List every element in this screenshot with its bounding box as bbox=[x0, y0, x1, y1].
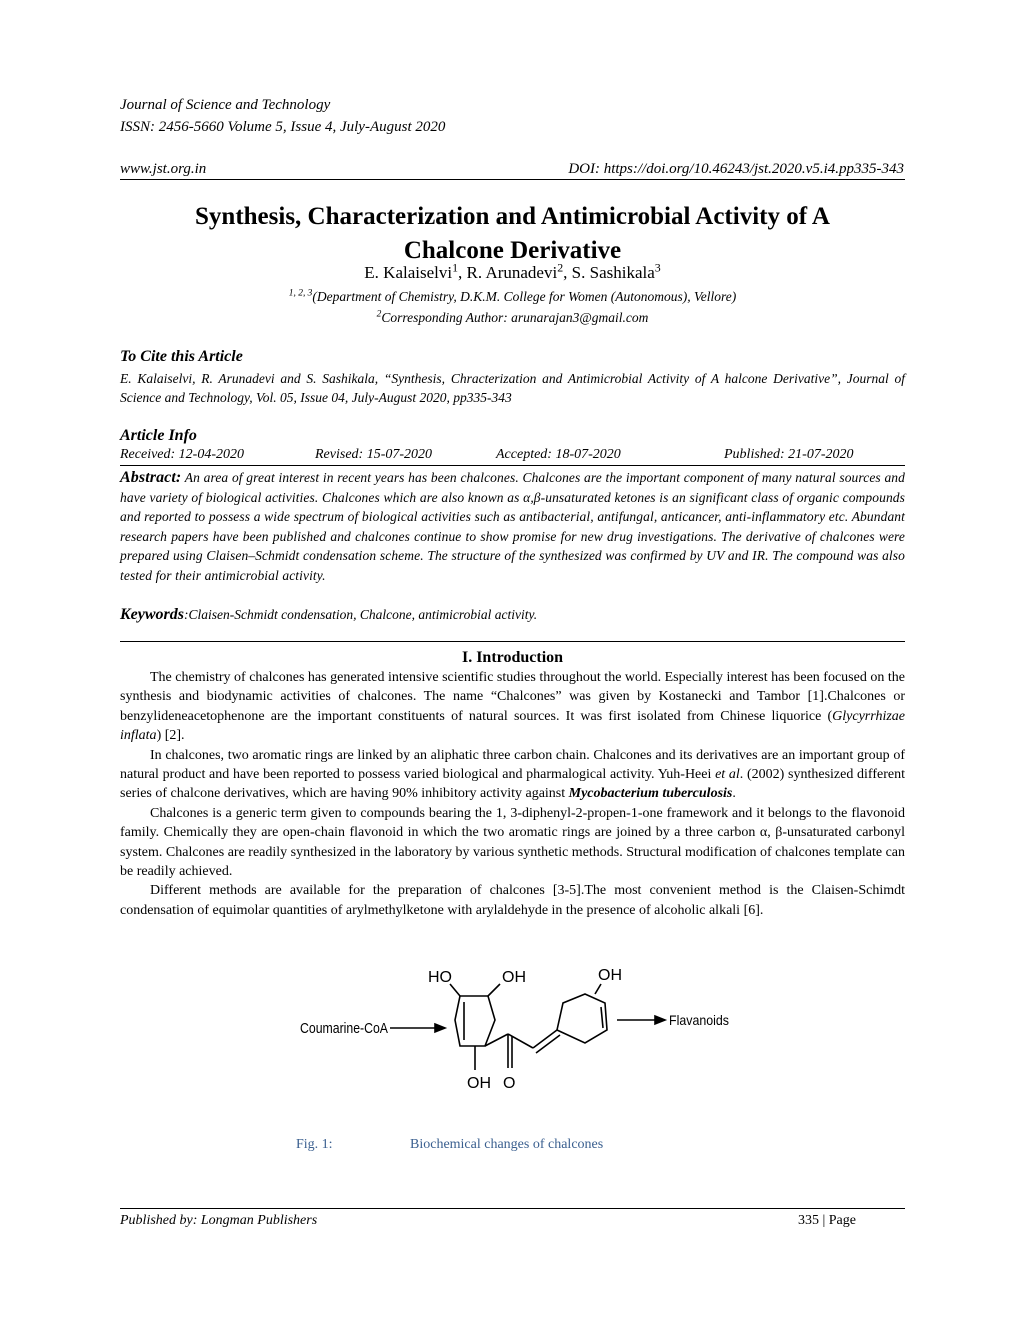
oh-label-bottom: OH bbox=[467, 1075, 491, 1092]
corresponding-text: Corresponding Author: arunarajan3@gmail.com bbox=[381, 310, 649, 325]
author-name: E. Kalaiselvi bbox=[364, 263, 453, 282]
ring-a bbox=[455, 996, 495, 1046]
species-name: Mycobacterium tuberculosis bbox=[568, 786, 733, 802]
info-rule bbox=[120, 465, 905, 466]
abstract-rule bbox=[120, 641, 905, 642]
p2-text-a: In chalcones, two aromatic rings are linked by an aliphatic three carbon chain. Chalcones and its derivatives are an important group of natural product and have been reported to possess varied biological and pharmalogical activity. Yuh-Heei bbox=[120, 747, 905, 783]
affiliation-text: (Department of Chemistry, D.K.M. College for Women (Autonomous), Vellore) bbox=[312, 289, 737, 304]
publisher-line: Published by: Longman Publishers bbox=[120, 1213, 318, 1228]
p2-end: . bbox=[732, 786, 736, 802]
header-rule bbox=[120, 179, 905, 180]
paper-title bbox=[120, 200, 905, 268]
author-sup: 3 bbox=[654, 260, 661, 275]
author-name: S. Sashikala bbox=[571, 263, 655, 282]
keywords-label: Keywords bbox=[120, 606, 184, 623]
p2-text-b: . (2002) synthesized different series of chalcone derivatives, which are having 90% inhibitory activity against bbox=[120, 767, 905, 802]
intro-paragraph-1 bbox=[120, 668, 905, 746]
intro-paragraph-2 bbox=[120, 746, 905, 804]
journal-website-link[interactable]: www.jst.org.in bbox=[120, 161, 207, 177]
introduction-body bbox=[120, 668, 905, 920]
bond-oh-2 bbox=[595, 984, 601, 994]
flavanoids-label: Flavanoids bbox=[669, 1012, 729, 1028]
ring-b bbox=[557, 994, 607, 1043]
bond-ho bbox=[450, 984, 460, 996]
p1-end: ) [2]. bbox=[156, 728, 185, 744]
received-date: Received: 12-04-2020 bbox=[120, 447, 244, 462]
author-sup: 2 bbox=[557, 260, 564, 275]
oh-label-top-2: OH bbox=[598, 967, 622, 984]
arrow-head-icon bbox=[655, 1016, 665, 1024]
affiliation bbox=[120, 289, 905, 305]
chalcone-structure-diagram bbox=[295, 958, 735, 1098]
accepted-date: Accepted: 18-07-2020 bbox=[496, 447, 621, 462]
issn-line: ISSN: 2456-5660 Volume 5, Issue 4, July-August 2020 bbox=[120, 119, 446, 135]
cite-heading: To Cite this Article bbox=[120, 348, 243, 365]
article-info-heading: Article Info bbox=[120, 427, 197, 444]
intro-paragraph-4: Different methods are available for the preparation of chalcones [3-5].The most convenient method is the Claisen-Schimdt condensation of equimolar quantities of arylmethylketone with arylaldehyde in the presence of alcoholic alkali [6]. bbox=[120, 883, 905, 918]
ring-b-double-bond bbox=[601, 1007, 603, 1028]
arrow-head-icon bbox=[435, 1024, 445, 1032]
doi-link[interactable]: DOI: https://doi.org/10.46243/jst.2020.v5.i4.pp335-343 bbox=[568, 161, 904, 177]
coumarine-coa-label: Coumarine-CoA bbox=[300, 1020, 388, 1037]
species-name: Glycyrrhizae inflata bbox=[120, 708, 905, 744]
footer-rule bbox=[120, 1208, 905, 1209]
ho-label: HO bbox=[428, 969, 452, 986]
title-line-2: Chalcone Derivative bbox=[403, 237, 622, 264]
abstract bbox=[120, 468, 905, 586]
author-name: R. Arunadevi bbox=[466, 263, 558, 282]
author-sup: 1 bbox=[452, 260, 459, 275]
figure-caption-text: Biochemical changes of chalcones bbox=[410, 1137, 604, 1152]
abstract-label: Abstract: bbox=[120, 469, 182, 486]
title-line-1: Synthesis, Characterization and Antimicrobial Activity of A bbox=[195, 203, 830, 230]
corresponding-sup: 2 bbox=[376, 309, 382, 320]
abstract-text: An area of great interest in recent years has been chalcones. Chalcones are the important component of many natural sources and have variety of biological activities. Chalcones which are also known as α,β-unsaturated ketones is an significant class of organic compounds and reported to possess a wide spectrum of biological activities such as antibacterial, antifungal, anticancer, anti-inflammatory etc. Abundant research papers have been published and chalcones continue to show promise for new drug investigations. The derivative of chalcones were prepared using Claisen–Schmidt condensation scheme. The structure of the synthesized was confirmed by UV and IR. The compound was also tested for their antimicrobial activity. bbox=[120, 470, 905, 583]
o-label-bottom: O bbox=[503, 1075, 516, 1092]
oh-label-top-1: OH bbox=[502, 969, 526, 986]
bond-oh-1 bbox=[488, 984, 500, 996]
published-date: Published: 21-07-2020 bbox=[724, 447, 854, 462]
figure-number: Fig. 1: bbox=[296, 1137, 333, 1152]
p1-text: The chemistry of chalcones has generated intensive scientific studies throughout the world. Especially interest has been focused on the synthesis and biodynamic activities of chalcones. The name “Chalcones” was given by Kostanecki and Tambor [1].Chalcones or benzylideneacetophenone are the important constituents of natural sources. It was first isolated from Chinese liquorice ( bbox=[120, 670, 905, 724]
corresponding-author bbox=[120, 310, 905, 326]
affiliation-sup: 1, 2, 3 bbox=[288, 288, 313, 299]
intro-paragraph-3: Chalcones is a generic term given to compounds bearing the 1, 3-diphenyl-2-propen-1-one framework and it belongs to the flavonoid family. Chemically they are open-chain flavonoid in which the two aromatic rings are joined by a three carbon α, β-unsaturated carbonyl system. Chalcones are readily synthesized in the laboratory by various synthetic methods. Structural modification of chalcones template can be readily achieved. bbox=[120, 805, 905, 880]
introduction-heading: I. Introduction bbox=[461, 649, 564, 666]
keywords bbox=[120, 606, 905, 624]
author-list: E. Kalaiselvi$^1$, R. Arunadevi$^2$, S. Sashikala$^3$ bbox=[364, 260, 661, 282]
keywords-text: :Claisen-Schmidt condensation, Chalcone, antimicrobial activity. bbox=[184, 607, 538, 622]
et-al: et al bbox=[715, 767, 740, 783]
journal-name: Journal of Science and Technology bbox=[120, 97, 331, 113]
citation-text: E. Kalaiselvi, R. Arunadevi and S. Sashikala, “Synthesis, Chracterization and Antimicrobial Activity of A halcone Derivative”, Journal of Science and Technology, Vol. 05, Issue 04, July-August 2020, pp335-343 bbox=[120, 371, 905, 405]
revised-date: Revised: 15-07-2020 bbox=[315, 447, 433, 462]
page-number: 335 | Page bbox=[797, 1213, 856, 1228]
